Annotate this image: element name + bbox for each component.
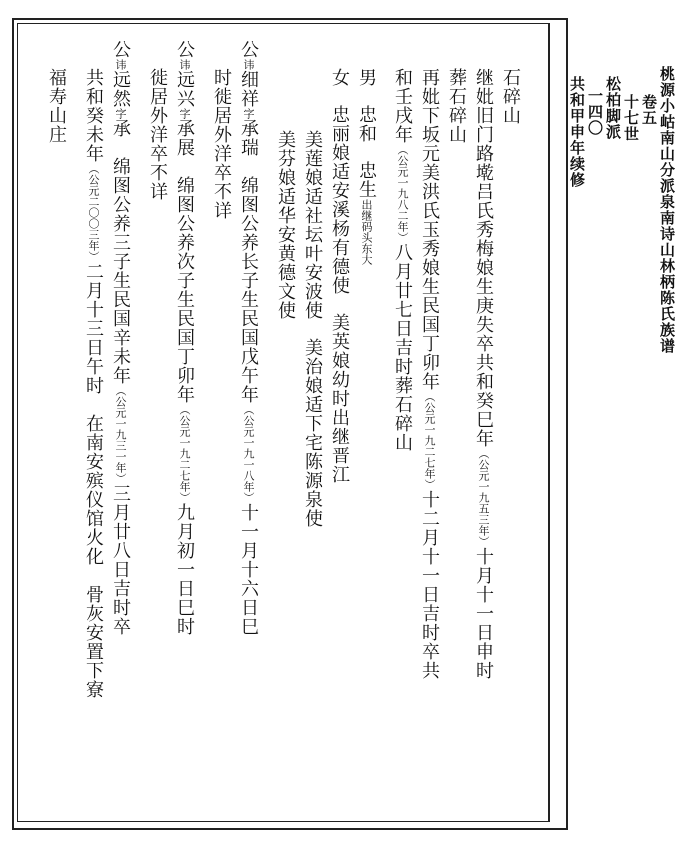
annotation-text: 字 — [178, 108, 191, 119]
body-text: 远兴 — [174, 70, 195, 108]
body-text: 远然 — [110, 70, 131, 108]
edition-label: 共和甲申年续修 — [568, 76, 586, 188]
page-number: 一四〇 — [586, 88, 604, 136]
body-text: 忠和 — [356, 105, 377, 143]
text-column — [275, 130, 295, 320]
body-text: 石碎山 — [500, 68, 521, 125]
body-text: 三月廿八日吉时卒 — [110, 484, 131, 636]
annotation-text: （公元一九八二年） — [396, 144, 409, 243]
annotation-text: （公元一九五三年） — [477, 448, 490, 547]
body-text: 公 — [174, 40, 195, 59]
text-column — [419, 68, 439, 680]
annotation-text: 讳 — [178, 59, 191, 70]
body-text: 八月廿七日吉时葬石碎山 — [392, 243, 413, 452]
text-column — [446, 68, 466, 144]
body-text: 和壬戌年 — [392, 68, 413, 144]
text-column — [473, 68, 493, 680]
text-column — [46, 68, 66, 144]
body-text: 美治娘适下宅陈源泉使 — [302, 338, 323, 528]
body-text: 二月十三日午时 在南安殡仪馆火化 骨灰安置下寮 — [83, 262, 104, 699]
annotation-text: 字 — [114, 108, 127, 119]
body-text: 男 — [356, 68, 377, 87]
annotation-text: （公元一九一八年） — [242, 404, 255, 503]
text-column — [500, 68, 520, 125]
volume-label: 卷五 — [640, 94, 658, 126]
genealogy-title: 桃源小岵南山分派泉南诗山林柄陈氏族谱 — [658, 66, 676, 354]
text-column — [211, 68, 231, 220]
body-text: 继妣旧门路墘吕氏秀梅娘生庚失卒共和癸巳年 — [473, 68, 494, 448]
body-text: 美英娘幼时出继晋江 — [329, 313, 350, 484]
body-text: 时徙居外洋卒不详 — [211, 68, 232, 220]
body-text: 公 — [238, 40, 259, 59]
text-column — [392, 68, 412, 452]
body-text: 十二月十一日吉时卒共 — [419, 490, 440, 680]
text-column — [302, 130, 322, 528]
body-text: 葬石碎山 — [446, 68, 467, 144]
annotation-text: （公元一九二七年） — [423, 391, 436, 490]
text-column — [238, 40, 258, 636]
body-text: 美莲娘适社坛叶安波使 — [302, 130, 323, 320]
annotation-text: （公元二〇〇三年） — [87, 163, 100, 262]
text-column — [174, 40, 194, 636]
body-text: 忠丽娘适安溪杨有德使 — [329, 105, 350, 295]
body-text: 承 绵图公养三子生民国辛未年 — [110, 119, 131, 385]
body-text: 细祥 — [238, 70, 259, 108]
annotation-text: 讳 — [242, 59, 255, 70]
annotation-text: （公元一九三一年） — [114, 385, 127, 484]
text-column — [356, 68, 376, 265]
body-text: 徙居外洋卒不详 — [147, 68, 168, 201]
branch-label: 松柏脚派 — [604, 76, 622, 140]
text-column — [83, 68, 103, 699]
body-text: 十月十一日申时 — [473, 547, 494, 680]
running-header — [568, 66, 676, 354]
annotation-text: （公元一九二七年） — [178, 404, 191, 503]
body-text: 十一月十六日巳 — [238, 503, 259, 636]
text-column — [147, 68, 167, 201]
body-text: 承瑞 绵图公养长子生民国戊午年 — [238, 119, 259, 404]
body-text: 福寿山庄 — [46, 68, 67, 144]
text-column — [329, 68, 349, 484]
body-text: 承展 绵图公养次子生民国丁卯年 — [174, 119, 195, 404]
body-text: 忠生 — [356, 161, 377, 199]
body-text: 女 — [329, 68, 350, 87]
annotation-text: 出继码头东大 — [360, 199, 373, 265]
body-text: 共和癸未年 — [83, 68, 104, 163]
body-text: 再妣下坂元美洪氏玉秀娘生民国丁卯年 — [419, 68, 440, 391]
body-text: 公 — [110, 40, 131, 59]
annotation-text: 字 — [242, 108, 255, 119]
text-column — [110, 40, 130, 636]
generation-label: 十七世 — [622, 94, 640, 142]
body-text: 九月初一日巳时 — [174, 503, 195, 636]
annotation-text: 讳 — [114, 59, 127, 70]
body-text: 美芬娘适华安黄德文使 — [275, 130, 296, 320]
header-divider — [548, 23, 549, 822]
